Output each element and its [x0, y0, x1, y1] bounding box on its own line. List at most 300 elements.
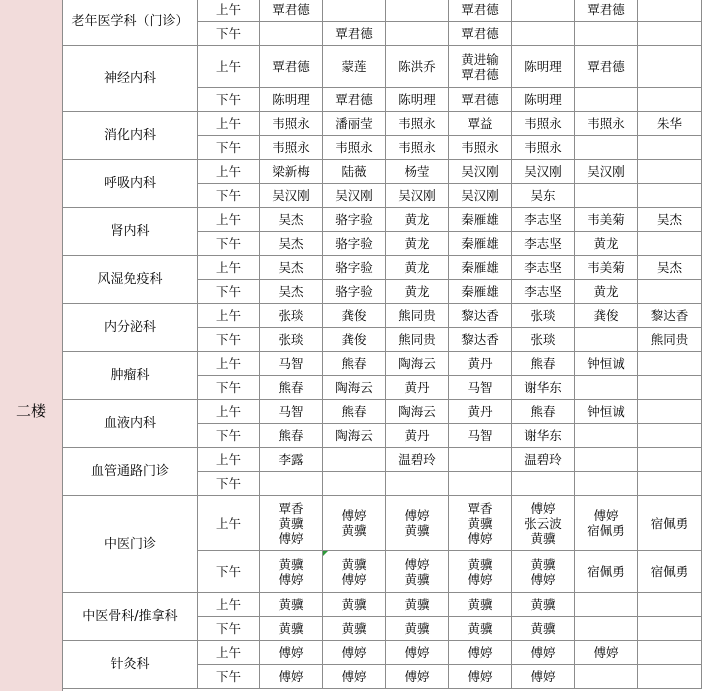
- doctor-cell: [512, 328, 575, 352]
- doctor-cell: [260, 328, 323, 352]
- doctor-name: 梁新梅: [272, 164, 310, 179]
- doctor-cell: [638, 0, 702, 22]
- department-name: 血管通路门诊: [63, 448, 198, 496]
- period-label: 上午: [198, 304, 260, 328]
- doctor-name: 龚俊: [341, 332, 367, 347]
- doctor-name: 傅婷: [593, 508, 619, 523]
- doctor-name: 陶海云: [398, 356, 436, 371]
- department-name: 神经内科: [63, 46, 198, 112]
- doctor-cell: [386, 496, 449, 551]
- doctor-cell: [512, 136, 575, 160]
- doctor-cell: [386, 280, 449, 304]
- doctor-cell: [386, 22, 449, 46]
- doctor-name: 黄骥: [404, 523, 430, 538]
- doctor-name: 朱华: [656, 116, 682, 131]
- doctor-name: 傅婷: [530, 500, 556, 516]
- doctor-cell: [323, 617, 386, 641]
- doctor-name: 韦照永: [335, 140, 373, 155]
- doctor-name: 吴汉刚: [461, 188, 499, 203]
- doctor-cell: [323, 424, 386, 448]
- doctor-cell: [386, 665, 449, 689]
- doctor-cell: [260, 593, 323, 617]
- doctor-cell: [260, 448, 323, 472]
- doctor-cell: [575, 376, 638, 400]
- doctor-cell: [260, 424, 323, 448]
- doctor-cell: [638, 328, 702, 352]
- doctor-name: 韦照永: [398, 140, 436, 155]
- doctor-name: 秦雁雄: [461, 212, 499, 227]
- doctor-name: 张琰: [530, 308, 556, 323]
- doctor-cell: [449, 256, 512, 280]
- doctor-name: 傅婷: [341, 571, 367, 587]
- doctor-cell: [449, 160, 512, 184]
- doctor-cell: [638, 46, 702, 88]
- doctor-name: 陈洪乔: [398, 59, 436, 74]
- doctor-cell: [575, 328, 638, 352]
- doctor-name: 潘丽莹: [335, 116, 373, 131]
- doctor-cell: [386, 136, 449, 160]
- doctor-cell: [575, 0, 638, 22]
- doctor-name: 龚俊: [593, 308, 619, 323]
- doctor-name: 韦照永: [461, 140, 499, 155]
- doctor-name: 覃君德: [272, 59, 310, 74]
- doctor-name: 黄龙: [404, 236, 430, 251]
- department-name: 风湿免疫科: [63, 256, 198, 304]
- doctor-cell: [638, 112, 702, 136]
- doctor-name: 黄骥: [278, 621, 304, 636]
- doctor-cell: [575, 256, 638, 280]
- doctor-cell: [449, 46, 512, 88]
- doctor-name: 骆字验: [335, 260, 373, 275]
- doctor-name: 黄丹: [404, 380, 430, 395]
- doctor-name: 黄骥: [341, 621, 367, 636]
- schedule-row: [63, 208, 702, 232]
- doctor-name: 吴汉刚: [587, 164, 625, 179]
- doctor-cell: [323, 160, 386, 184]
- doctor-name: 谢华东: [524, 380, 562, 395]
- schedule-row: [63, 448, 702, 472]
- doctor-name: 吴杰: [278, 236, 304, 251]
- doctor-name: 黄骥: [530, 621, 556, 636]
- doctor-cell: [575, 160, 638, 184]
- doctor-name: 黄骥: [467, 515, 493, 531]
- doctor-name: 张琰: [278, 308, 304, 323]
- doctor-name: 黄骥: [530, 597, 556, 612]
- schedule-row: [63, 352, 702, 376]
- doctor-cell: [449, 232, 512, 256]
- doctor-cell: [260, 304, 323, 328]
- doctor-name: 黄骥: [278, 597, 304, 612]
- doctor-cell: [512, 424, 575, 448]
- doctor-name: 覃君德: [335, 92, 373, 107]
- doctor-cell: [575, 472, 638, 496]
- doctor-cell: [512, 0, 575, 22]
- period-label: 下午: [198, 184, 260, 208]
- department-name: 针灸科: [63, 641, 198, 689]
- doctor-name: 陈明理: [524, 92, 562, 107]
- period-label: 下午: [198, 376, 260, 400]
- period-label: 下午: [198, 22, 260, 46]
- doctor-name: 黄骥: [404, 571, 430, 587]
- period-label: 下午: [198, 665, 260, 689]
- doctor-name: 韦照永: [524, 116, 562, 131]
- doctor-cell: [449, 352, 512, 376]
- doctor-cell: [260, 46, 323, 88]
- doctor-name: 吴杰: [278, 284, 304, 299]
- doctor-cell: [449, 208, 512, 232]
- doctor-cell: [638, 184, 702, 208]
- doctor-cell: [323, 304, 386, 328]
- doctor-cell: [260, 472, 323, 496]
- doctor-name: 黄骥: [341, 597, 367, 612]
- doctor-name: 傅婷: [341, 645, 367, 660]
- doctor-cell: [449, 184, 512, 208]
- doctor-cell: [386, 551, 449, 593]
- doctor-cell: [260, 232, 323, 256]
- doctor-name: 马智: [278, 356, 304, 371]
- doctor-cell: [323, 328, 386, 352]
- doctor-cell: [638, 551, 702, 593]
- doctor-cell: [449, 472, 512, 496]
- period-label: 上午: [198, 208, 260, 232]
- doctor-name: 韦美菊: [587, 212, 625, 227]
- doctor-cell: [575, 184, 638, 208]
- doctor-name: 陈明理: [272, 92, 310, 107]
- period-label: 上午: [198, 593, 260, 617]
- doctor-name: 谢华东: [524, 428, 562, 443]
- doctor-cell: [638, 400, 702, 424]
- doctor-cell: [449, 328, 512, 352]
- doctor-name: 杨莹: [404, 164, 430, 179]
- doctor-cell: [323, 184, 386, 208]
- doctor-cell: [386, 593, 449, 617]
- doctor-cell: [575, 593, 638, 617]
- doctor-cell: [512, 280, 575, 304]
- doctor-cell: [575, 551, 638, 593]
- doctor-name: 熊春: [341, 404, 367, 419]
- floor-column: [0, 0, 63, 691]
- doctor-name: 傅婷: [278, 645, 304, 660]
- doctor-name: 吴杰: [656, 260, 682, 275]
- doctor-cell: [323, 208, 386, 232]
- doctor-cell: [512, 593, 575, 617]
- schedule-row: [63, 304, 702, 328]
- doctor-cell: [386, 160, 449, 184]
- doctor-cell: [260, 112, 323, 136]
- doctor-cell: [386, 472, 449, 496]
- period-label: 上午: [198, 0, 260, 22]
- department-name: 血液内科: [63, 400, 198, 448]
- doctor-name: 黄进输: [461, 51, 499, 67]
- schedule-row: [63, 46, 702, 88]
- doctor-name: 覃君德: [587, 59, 625, 74]
- schedule-row: [63, 400, 702, 424]
- doctor-name: 温碧玲: [398, 452, 436, 467]
- doctor-cell: [260, 208, 323, 232]
- doctor-name: 马智: [467, 428, 493, 443]
- doctor-name: 李志坚: [524, 284, 562, 299]
- doctor-name: 黄骥: [278, 515, 304, 531]
- doctor-name: 吴汉刚: [335, 188, 373, 203]
- doctor-name: 蒙莲: [341, 59, 367, 74]
- doctor-cell: [323, 112, 386, 136]
- doctor-cell: [638, 376, 702, 400]
- doctor-name: 黄骥: [404, 597, 430, 612]
- doctor-cell: [575, 352, 638, 376]
- doctor-name: 熊同贵: [650, 332, 689, 347]
- doctor-name: 骆字验: [335, 236, 373, 251]
- doctor-cell: [386, 88, 449, 112]
- schedule-row: [63, 593, 702, 617]
- doctor-name: 陈明理: [524, 59, 562, 74]
- doctor-name: 黄骥: [530, 530, 556, 546]
- doctor-cell: [323, 0, 386, 22]
- doctor-cell: [449, 0, 512, 22]
- doctor-name: 熊春: [278, 380, 304, 395]
- doctor-cell: [512, 496, 575, 551]
- doctor-cell: [638, 208, 702, 232]
- doctor-cell: [449, 304, 512, 328]
- doctor-name: 覃香: [278, 500, 304, 516]
- doctor-cell: [323, 472, 386, 496]
- department-name: 中医门诊: [63, 496, 198, 593]
- doctor-cell: [449, 617, 512, 641]
- doctor-cell: [575, 448, 638, 472]
- period-label: 下午: [198, 617, 260, 641]
- doctor-cell: [512, 184, 575, 208]
- doctor-name: 张琰: [278, 332, 304, 347]
- doctor-cell: [260, 641, 323, 665]
- doctor-name: 李志坚: [524, 260, 562, 275]
- period-label: 下午: [198, 280, 260, 304]
- doctor-cell: [260, 160, 323, 184]
- department-name: 老年医学科（门诊）: [63, 0, 198, 46]
- doctor-name: 傅婷: [341, 508, 367, 523]
- doctor-cell: [638, 617, 702, 641]
- doctor-name: 黄骥: [530, 556, 556, 572]
- doctor-cell: [260, 184, 323, 208]
- doctor-name: 傅婷: [341, 669, 367, 684]
- doctor-cell: [512, 551, 575, 593]
- period-label: 下午: [198, 551, 260, 593]
- doctor-name: 吴汉刚: [461, 164, 499, 179]
- schedule-row: [63, 0, 702, 22]
- doctor-name: 龚俊: [341, 308, 367, 323]
- doctor-cell: [638, 136, 702, 160]
- doctor-cell: [512, 352, 575, 376]
- doctor-cell: [260, 352, 323, 376]
- doctor-name: 陈明理: [398, 92, 436, 107]
- doctor-cell: [449, 400, 512, 424]
- doctor-cell: [512, 208, 575, 232]
- doctor-cell: [323, 136, 386, 160]
- doctor-cell: [512, 400, 575, 424]
- doctor-cell: [638, 641, 702, 665]
- doctor-cell: [638, 280, 702, 304]
- doctor-cell: [323, 400, 386, 424]
- department-name: 肿瘤科: [63, 352, 198, 400]
- doctor-name: 黄骥: [341, 556, 367, 572]
- doctor-name: 吴杰: [656, 212, 682, 227]
- doctor-name: 秦雁雄: [461, 260, 499, 275]
- doctor-name: 覃君德: [335, 26, 373, 41]
- doctor-cell: [512, 448, 575, 472]
- doctor-cell: [449, 496, 512, 551]
- department-name: 中医骨科/推拿科: [63, 593, 198, 641]
- doctor-name: 黄龙: [404, 212, 430, 227]
- doctor-cell: [260, 496, 323, 551]
- doctor-cell: [323, 376, 386, 400]
- doctor-name: 傅婷: [404, 508, 430, 523]
- doctor-cell: [449, 22, 512, 46]
- cell-comment-marker: [323, 551, 328, 556]
- doctor-name: 吴汉刚: [524, 164, 562, 179]
- doctor-cell: [575, 665, 638, 689]
- doctor-cell: [449, 280, 512, 304]
- doctor-name: 傅婷: [278, 669, 304, 684]
- doctor-cell: [512, 376, 575, 400]
- doctor-name: 黄骥: [467, 597, 493, 612]
- doctor-cell: [449, 641, 512, 665]
- department-name: 呼吸内科: [63, 160, 198, 208]
- doctor-cell: [512, 232, 575, 256]
- doctor-cell: [575, 208, 638, 232]
- doctor-name: 黄龙: [404, 260, 430, 275]
- doctor-name: 韦照永: [587, 116, 625, 131]
- doctor-cell: [512, 472, 575, 496]
- doctor-cell: [323, 593, 386, 617]
- doctor-name: 吴东: [530, 188, 556, 203]
- doctor-cell: [323, 352, 386, 376]
- period-label: 上午: [198, 46, 260, 88]
- doctor-name: 傅婷: [404, 645, 430, 660]
- doctor-name: 韦美菊: [587, 260, 625, 275]
- doctor-cell: [386, 617, 449, 641]
- doctor-name: 覃益: [467, 116, 493, 131]
- doctor-name: 傅婷: [467, 645, 493, 660]
- doctor-cell: [323, 448, 386, 472]
- doctor-cell: [260, 256, 323, 280]
- doctor-name: 傅婷: [530, 669, 556, 684]
- doctor-name: 覃君德: [587, 2, 625, 17]
- doctor-name: 傅婷: [467, 669, 493, 684]
- doctor-cell: [575, 400, 638, 424]
- doctor-cell: [260, 22, 323, 46]
- doctor-cell: [323, 232, 386, 256]
- doctor-name: 傅婷: [467, 571, 493, 587]
- doctor-name: 李露: [278, 452, 304, 467]
- doctor-name: 黎达香: [461, 332, 499, 347]
- doctor-cell: [638, 424, 702, 448]
- doctor-name: 吴杰: [278, 212, 304, 227]
- doctor-cell: [323, 551, 386, 593]
- schedule-table: [62, 0, 702, 689]
- doctor-name: 宿佩勇: [650, 564, 689, 579]
- doctor-cell: [638, 232, 702, 256]
- period-label: 上午: [198, 352, 260, 376]
- doctor-cell: [512, 665, 575, 689]
- doctor-name: 黄骥: [278, 556, 304, 572]
- doctor-cell: [638, 448, 702, 472]
- period-label: 上午: [198, 496, 260, 551]
- doctor-cell: [512, 160, 575, 184]
- doctor-cell: [386, 0, 449, 22]
- doctor-name: 黄龙: [404, 284, 430, 299]
- doctor-name: 黄丹: [404, 428, 430, 443]
- doctor-name: 马智: [278, 404, 304, 419]
- doctor-name: 陶海云: [335, 380, 373, 395]
- doctor-cell: [449, 551, 512, 593]
- doctor-cell: [638, 160, 702, 184]
- doctor-cell: [386, 328, 449, 352]
- doctor-name: 陶海云: [335, 428, 373, 443]
- doctor-cell: [512, 88, 575, 112]
- doctor-cell: [512, 112, 575, 136]
- doctor-cell: [260, 88, 323, 112]
- doctor-cell: [449, 112, 512, 136]
- schedule-row: [63, 641, 702, 665]
- doctor-cell: [386, 46, 449, 88]
- department-name: 肾内科: [63, 208, 198, 256]
- doctor-cell: [386, 304, 449, 328]
- doctor-name: 熊春: [278, 428, 304, 443]
- doctor-cell: [638, 496, 702, 551]
- doctor-name: 熊同贵: [398, 332, 436, 347]
- doctor-cell: [575, 88, 638, 112]
- period-label: 下午: [198, 328, 260, 352]
- doctor-cell: [638, 256, 702, 280]
- doctor-name: 吴汉刚: [398, 188, 436, 203]
- doctor-cell: [449, 593, 512, 617]
- period-label: 下午: [198, 88, 260, 112]
- doctor-name: 韦照永: [524, 140, 562, 155]
- doctor-cell: [575, 136, 638, 160]
- doctor-cell: [449, 88, 512, 112]
- doctor-cell: [386, 376, 449, 400]
- doctor-cell: [449, 136, 512, 160]
- doctor-name: 傅婷: [593, 645, 619, 660]
- doctor-name: 熊同贵: [398, 308, 436, 323]
- period-label: 上午: [198, 400, 260, 424]
- schedule-row: [63, 112, 702, 136]
- doctor-cell: [575, 22, 638, 46]
- doctor-name: 李志坚: [524, 212, 562, 227]
- doctor-name: 傅婷: [530, 645, 556, 660]
- doctor-name: 黄龙: [593, 284, 619, 299]
- doctor-name: 骆字验: [335, 284, 373, 299]
- doctor-cell: [323, 641, 386, 665]
- doctor-cell: [638, 352, 702, 376]
- doctor-name: 覃香: [467, 500, 493, 516]
- doctor-name: 傅婷: [467, 530, 493, 546]
- doctor-name: 秦雁雄: [461, 236, 499, 251]
- doctor-cell: [638, 665, 702, 689]
- doctor-cell: [575, 641, 638, 665]
- doctor-cell: [386, 424, 449, 448]
- period-label: 上午: [198, 112, 260, 136]
- doctor-name: 宿佩勇: [587, 564, 625, 579]
- doctor-cell: [575, 46, 638, 88]
- doctor-name: 温碧玲: [524, 452, 562, 467]
- doctor-name: 傅婷: [404, 556, 430, 572]
- doctor-name: 黄丹: [467, 356, 493, 371]
- doctor-name: 钟恒诚: [587, 356, 625, 371]
- doctor-name: 陆薇: [341, 164, 367, 179]
- doctor-cell: [260, 136, 323, 160]
- doctor-cell: [638, 304, 702, 328]
- period-label: 上午: [198, 256, 260, 280]
- doctor-name: 吴汉刚: [272, 188, 310, 203]
